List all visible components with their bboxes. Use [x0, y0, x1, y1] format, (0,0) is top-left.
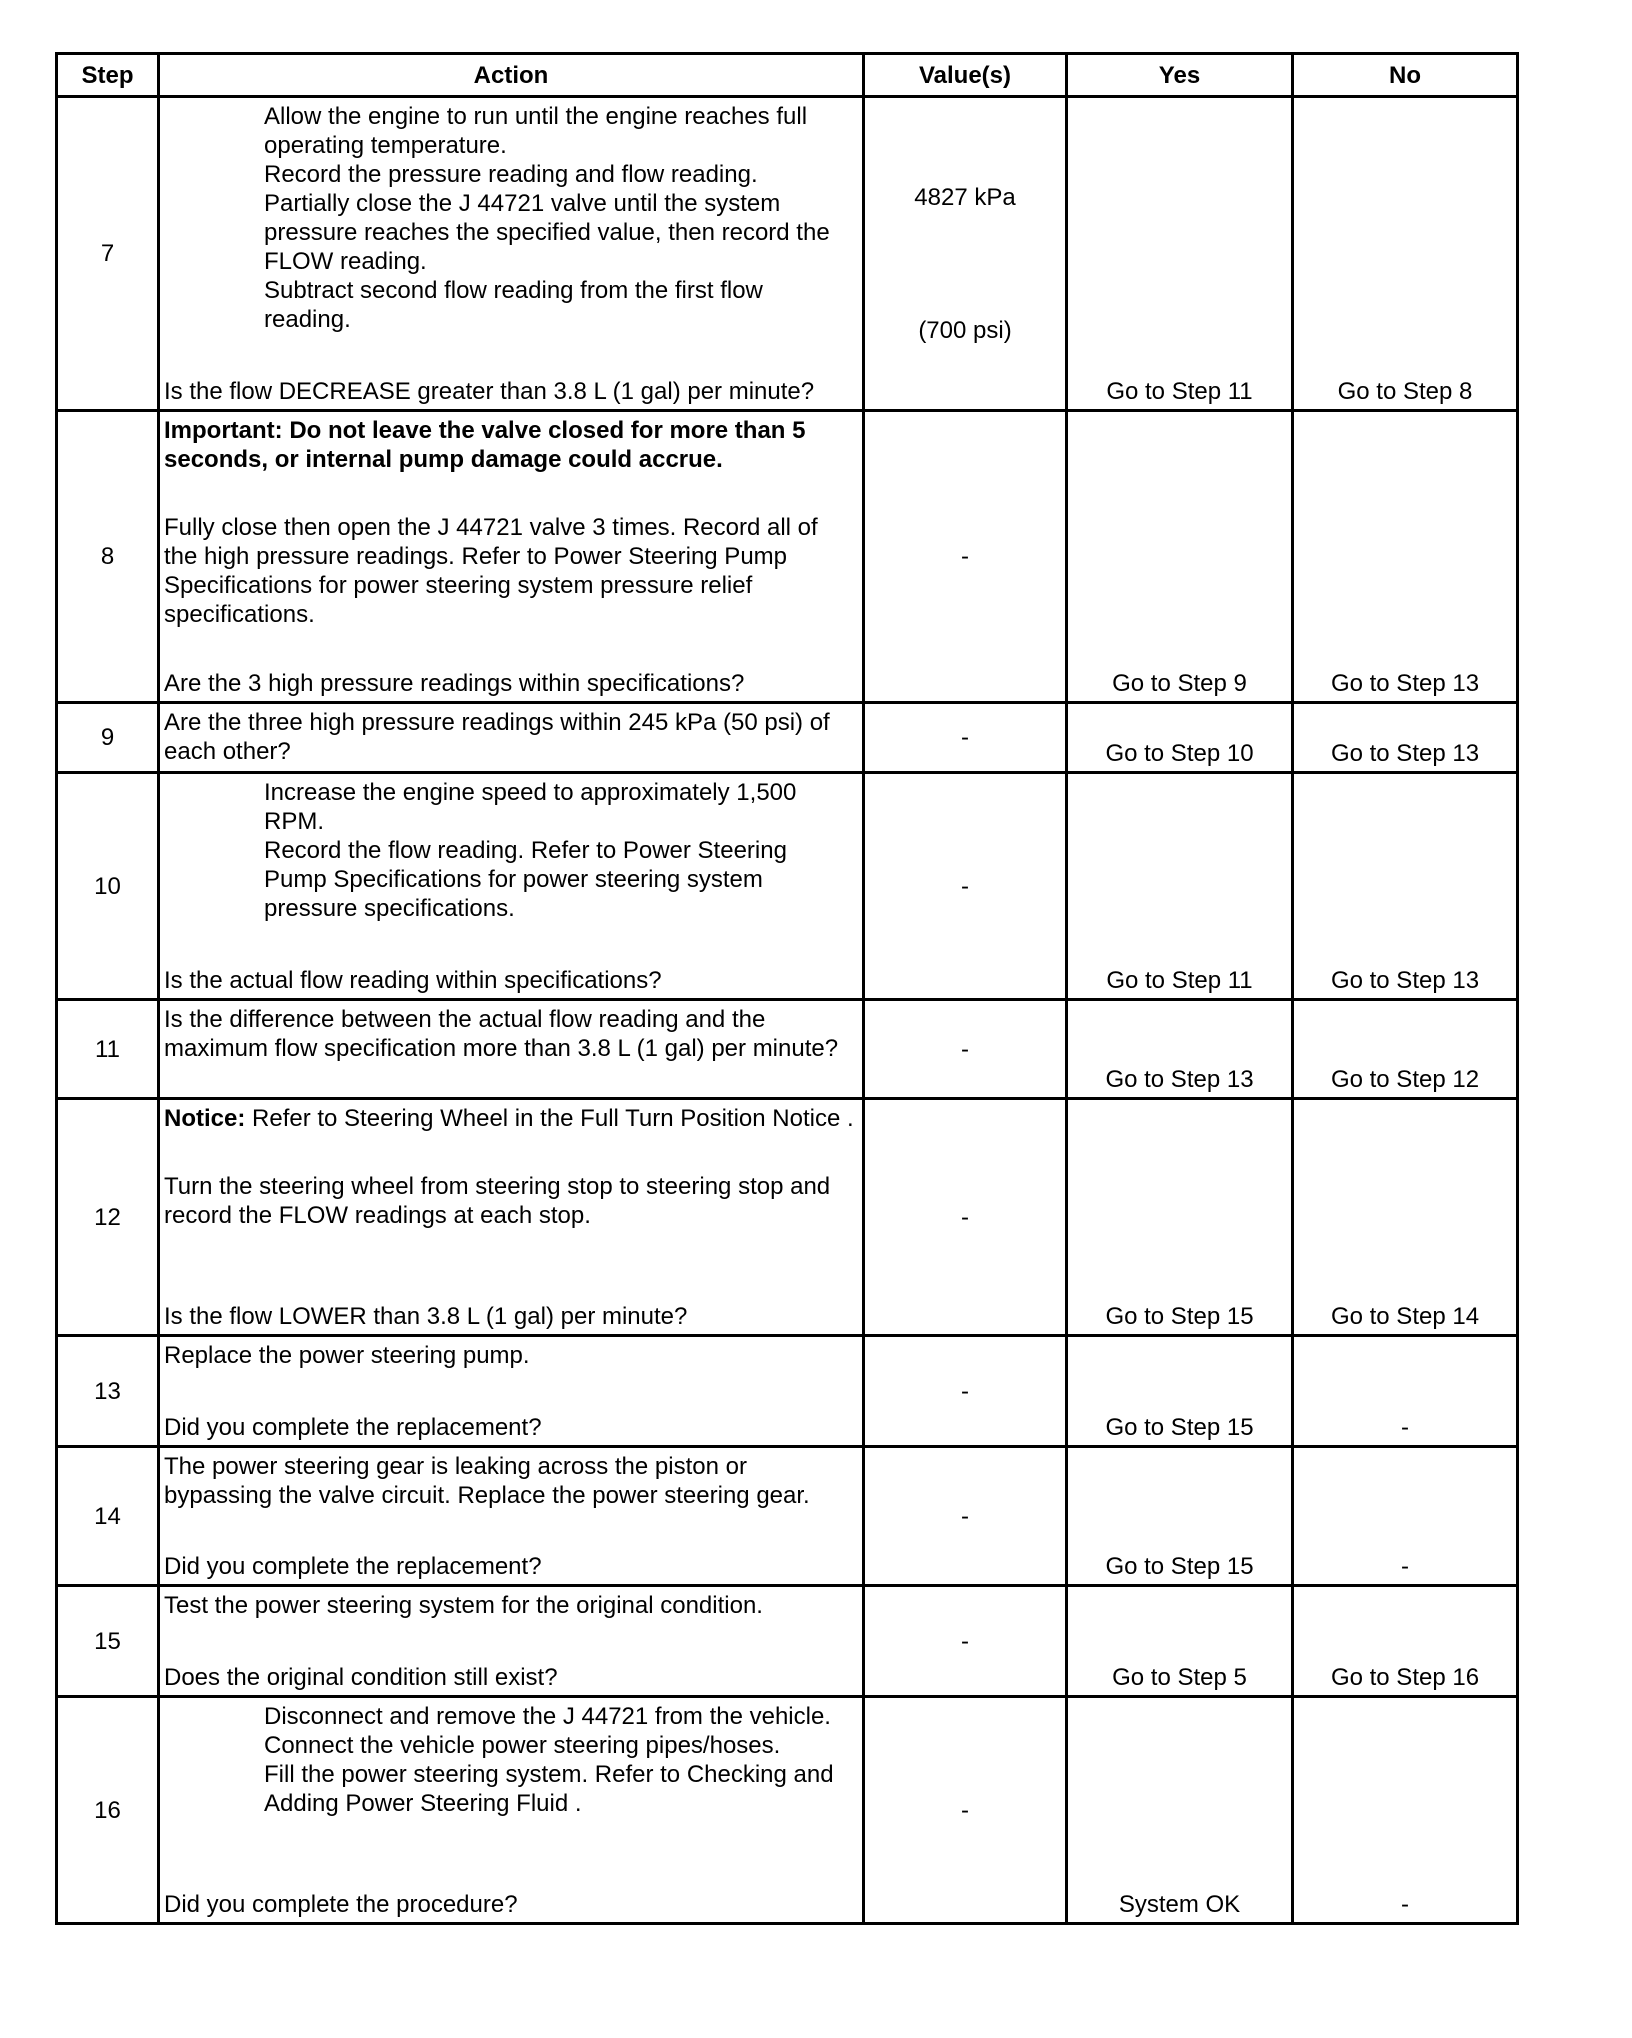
step-number: 13 — [57, 1336, 159, 1447]
value-cell: - — [864, 1697, 1067, 1924]
no-cell: Go to Step 13 — [1293, 411, 1518, 703]
yes-cell: Go to Step 5 — [1067, 1586, 1293, 1697]
no-cell: - — [1293, 1336, 1518, 1447]
step-number: 10 — [57, 773, 159, 1000]
no-cell: - — [1293, 1697, 1518, 1924]
action-cell — [159, 773, 864, 1000]
step-number: 8 — [57, 411, 159, 703]
action-cell — [159, 1099, 864, 1336]
no-cell: Go to Step 12 — [1293, 1000, 1518, 1099]
important-text: Do not leave the valve closed for more than 5 seconds, or internal pump damage could accrue. — [164, 417, 806, 473]
value-cell: - — [864, 1099, 1067, 1336]
table-row — [57, 1447, 1518, 1586]
step-number: 14 — [57, 1447, 159, 1586]
action-question: Does the original condition still exist? — [164, 1664, 558, 1691]
header-yes: Yes — [1067, 54, 1293, 97]
table-row — [57, 1000, 1518, 1099]
action-cell — [159, 1000, 864, 1099]
step-number: 15 — [57, 1586, 159, 1697]
step-number: 9 — [57, 703, 159, 773]
action-cell — [159, 703, 864, 773]
table-row — [57, 773, 1518, 1000]
value-cell: - — [864, 1586, 1067, 1697]
notice-note — [160, 1100, 862, 1133]
table-row — [57, 411, 1518, 703]
yes-cell: Go to Step 11 — [1067, 97, 1293, 411]
table-row — [57, 97, 1518, 411]
table-row — [57, 1336, 1518, 1447]
header-no: No — [1293, 54, 1518, 97]
value-imperial: (700 psi) — [918, 317, 1012, 344]
action-question: Is the flow DECREASE greater than 3.8 L (1 gal) per minute? — [164, 378, 815, 405]
table-row — [57, 1586, 1518, 1697]
action-question: Did you complete the procedure? — [164, 1891, 518, 1918]
action-cell — [159, 1336, 864, 1447]
action-question: Is the difference between the actual flow reading and the maximum flow specification more than 3.8 L (1 gal) per minute? — [164, 1006, 839, 1062]
no-cell: Go to Step 14 — [1293, 1099, 1518, 1336]
value-cell: - — [864, 1336, 1067, 1447]
action-line: Record the pressure reading and flow reading. — [264, 161, 758, 188]
yes-cell: Go to Step 15 — [1067, 1099, 1293, 1336]
diagnostic-table — [55, 52, 1519, 1925]
action-line: Connect the vehicle power steering pipes/hoses. — [264, 1732, 781, 1759]
no-cell: Go to Step 8 — [1293, 97, 1518, 411]
action-question: Is the flow LOWER than 3.8 L (1 gal) per minute? — [164, 1303, 688, 1330]
action-line: Partially close the J 44721 valve until the system pressure reaches the specified value, then record the FLOW reading. — [264, 190, 830, 275]
step-number: 16 — [57, 1697, 159, 1924]
yes-cell: Go to Step 10 — [1067, 703, 1293, 773]
yes-cell: System OK — [1067, 1697, 1293, 1924]
action-line: Disconnect and remove the J 44721 from the vehicle. — [264, 1703, 831, 1730]
yes-cell: Go to Step 9 — [1067, 411, 1293, 703]
no-cell: Go to Step 13 — [1293, 773, 1518, 1000]
action-line: Record the flow reading. Refer to Power Steering Pump Specifications for power steering system pressure specifications. — [264, 837, 787, 922]
action-line: Fill the power steering system. Refer to Checking and Adding Power Steering Fluid . — [264, 1761, 834, 1817]
action-body: Turn the steering wheel from steering stop to steering stop and record the FLOW readings at each stop. — [164, 1173, 831, 1229]
action-question: Is the actual flow reading within specifications? — [164, 967, 662, 994]
action-cell — [159, 1447, 864, 1586]
action-question: Did you complete the replacement? — [164, 1553, 542, 1580]
action-body: Test the power steering system for the original condition. — [164, 1592, 763, 1619]
value-cell: - — [864, 411, 1067, 703]
important-label: Important: — [164, 417, 283, 444]
important-note — [160, 412, 862, 474]
action-body: Fully close then open the J 44721 valve 3 times. Record all of the high pressure readings. Refer to Power Steering Pump Specifications for power steering system pressure relief specifications. — [164, 514, 818, 628]
action-cell — [159, 411, 864, 703]
action-question: Are the three high pressure readings within 245 kPa (50 psi) of each other? — [164, 709, 830, 765]
value-metric: 4827 kPa — [914, 184, 1016, 211]
no-cell: Go to Step 13 — [1293, 703, 1518, 773]
notice-text: Refer to Steering Wheel in the Full Turn Position Notice . — [245, 1105, 854, 1132]
value-cell — [864, 97, 1067, 411]
value-cell: - — [864, 703, 1067, 773]
header-row — [57, 54, 1518, 97]
no-cell: - — [1293, 1447, 1518, 1586]
no-cell: Go to Step 16 — [1293, 1586, 1518, 1697]
value-cell: - — [864, 773, 1067, 1000]
action-question: Are the 3 high pressure readings within specifications? — [164, 670, 745, 697]
table-row — [57, 703, 1518, 773]
action-cell — [159, 97, 864, 411]
header-values: Value(s) — [864, 54, 1067, 97]
yes-cell: Go to Step 11 — [1067, 773, 1293, 1000]
value-cell: - — [864, 1447, 1067, 1586]
yes-cell: Go to Step 15 — [1067, 1336, 1293, 1447]
action-line: Allow the engine to run until the engine reaches full operating temperature. — [264, 103, 808, 159]
header-step: Step — [57, 54, 159, 97]
table-row — [57, 1697, 1518, 1924]
step-number: 7 — [57, 97, 159, 411]
table-row — [57, 1099, 1518, 1336]
step-number: 12 — [57, 1099, 159, 1336]
action-question: Did you complete the replacement? — [164, 1414, 542, 1441]
action-line: Increase the engine speed to approximately 1,500 RPM. — [264, 779, 797, 835]
value-cell: - — [864, 1000, 1067, 1099]
step-number: 11 — [57, 1000, 159, 1099]
yes-cell: Go to Step 13 — [1067, 1000, 1293, 1099]
yes-cell: Go to Step 15 — [1067, 1447, 1293, 1586]
action-cell — [159, 1586, 864, 1697]
action-body: The power steering gear is leaking across the piston or bypassing the valve circuit. Replace the power steering gear. — [164, 1453, 810, 1509]
action-line: Subtract second flow reading from the first flow reading. — [264, 277, 763, 333]
action-cell — [159, 1697, 864, 1924]
notice-label: Notice: — [164, 1105, 246, 1132]
header-action: Action — [159, 54, 864, 97]
action-body: Replace the power steering pump. — [164, 1342, 530, 1369]
